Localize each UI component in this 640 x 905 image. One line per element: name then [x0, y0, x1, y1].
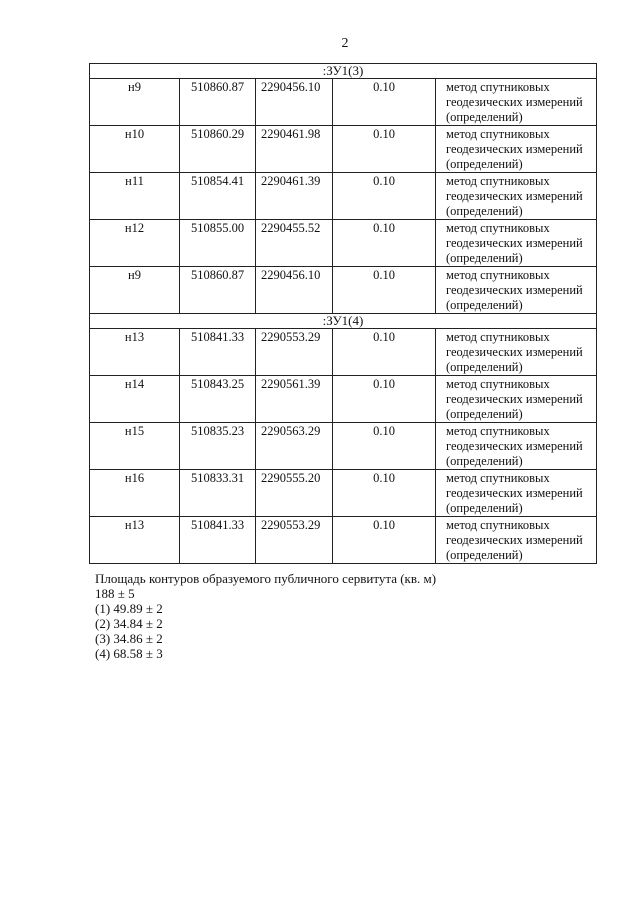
x-coordinate-cell: 510860.87 — [180, 267, 256, 314]
y-coordinate-cell: 2290563.29 — [256, 423, 333, 470]
method-cell: метод спутниковых геодезических измерений (определений) — [436, 517, 597, 564]
table-row — [90, 470, 597, 517]
x-coordinate-cell: 510860.87 — [180, 79, 256, 126]
section-header-row — [90, 64, 597, 79]
area-heading: Площадь контуров образуемого публичного сервитута (кв. м) — [95, 571, 437, 586]
y-coordinate-cell: 2290456.10 — [256, 267, 333, 314]
area-part: (2) 34.84 ± 2 — [95, 616, 163, 631]
accuracy-cell: 0.10 — [333, 220, 436, 267]
x-coordinate-cell: 510854.41 — [180, 173, 256, 220]
x-coordinate-cell: 510860.29 — [180, 126, 256, 173]
method-cell: метод спутниковых геодезических измерений (определений) — [436, 173, 597, 220]
point-name-cell: н15 — [90, 423, 180, 470]
page-number: 2 — [341, 36, 349, 51]
x-coordinate-cell: 510843.25 — [180, 376, 256, 423]
accuracy-cell: 0.10 — [333, 517, 436, 564]
x-coordinate-cell: 510841.33 — [180, 517, 256, 564]
point-name-cell: н13 — [90, 329, 180, 376]
x-coordinate-cell: 510835.23 — [180, 423, 256, 470]
table-row — [90, 517, 597, 564]
method-cell: метод спутниковых геодезических измерений (определений) — [436, 220, 597, 267]
y-coordinate-cell: 2290455.52 — [256, 220, 333, 267]
y-coordinate-cell: 2290456.10 — [256, 79, 333, 126]
accuracy-cell: 0.10 — [333, 329, 436, 376]
method-cell: метод спутниковых геодезических измерений (определений) — [436, 267, 597, 314]
accuracy-cell: 0.10 — [333, 267, 436, 314]
accuracy-cell: 0.10 — [333, 423, 436, 470]
table-row — [90, 376, 597, 423]
point-name-cell: н14 — [90, 376, 180, 423]
area-part: (3) 34.86 ± 2 — [95, 631, 163, 646]
area-part: (4) 68.58 ± 3 — [95, 646, 163, 661]
section-title: :ЗУ1(3) — [90, 64, 597, 79]
method-cell: метод спутниковых геодезических измерений (определений) — [436, 329, 597, 376]
section-header-row — [90, 314, 597, 329]
table-row — [90, 173, 597, 220]
coordinates-table-body — [90, 64, 597, 564]
point-name-cell: н16 — [90, 470, 180, 517]
area-part: (1) 49.89 ± 2 — [95, 601, 163, 616]
y-coordinate-cell: 2290553.29 — [256, 517, 333, 564]
method-cell: метод спутниковых геодезических измерений (определений) — [436, 470, 597, 517]
point-name-cell: н9 — [90, 79, 180, 126]
table-row — [90, 423, 597, 470]
area-total: 188 ± 5 — [95, 586, 135, 601]
table-row — [90, 220, 597, 267]
accuracy-cell: 0.10 — [333, 376, 436, 423]
method-cell: метод спутниковых геодезических измерений (определений) — [436, 79, 597, 126]
section-title: :ЗУ1(4) — [90, 314, 597, 329]
accuracy-cell: 0.10 — [333, 79, 436, 126]
accuracy-cell: 0.10 — [333, 126, 436, 173]
table-row — [90, 79, 597, 126]
method-cell: метод спутниковых геодезических измерений (определений) — [436, 376, 597, 423]
x-coordinate-cell: 510855.00 — [180, 220, 256, 267]
table-row — [90, 126, 597, 173]
y-coordinate-cell: 2290561.39 — [256, 376, 333, 423]
accuracy-cell: 0.10 — [333, 173, 436, 220]
table-row — [90, 329, 597, 376]
point-name-cell: н12 — [90, 220, 180, 267]
area-block — [95, 571, 436, 661]
accuracy-cell: 0.10 — [333, 470, 436, 517]
method-cell: метод спутниковых геодезических измерений (определений) — [436, 126, 597, 173]
point-name-cell: н9 — [90, 267, 180, 314]
y-coordinate-cell: 2290461.39 — [256, 173, 333, 220]
point-name-cell: н11 — [90, 173, 180, 220]
y-coordinate-cell: 2290461.98 — [256, 126, 333, 173]
point-name-cell: н13 — [90, 517, 180, 564]
coordinates-table — [89, 63, 597, 564]
x-coordinate-cell: 510841.33 — [180, 329, 256, 376]
y-coordinate-cell: 2290553.29 — [256, 329, 333, 376]
point-name-cell: н10 — [90, 126, 180, 173]
method-cell: метод спутниковых геодезических измерений (определений) — [436, 423, 597, 470]
table-row — [90, 267, 597, 314]
x-coordinate-cell: 510833.31 — [180, 470, 256, 517]
y-coordinate-cell: 2290555.20 — [256, 470, 333, 517]
